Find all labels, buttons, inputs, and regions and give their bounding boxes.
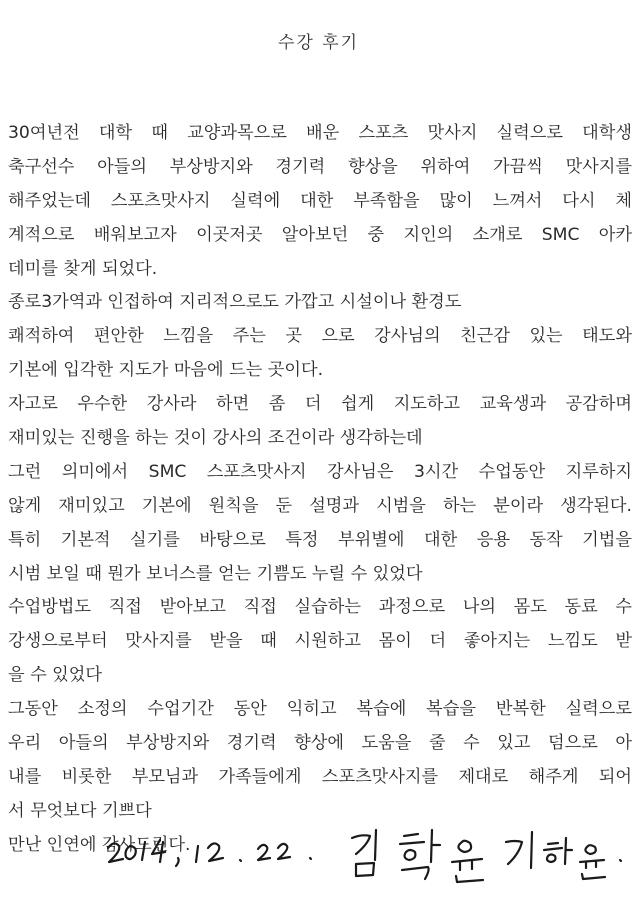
document-line: 30여년전 대학 때 교양과목으로 배운 스포츠 맛사지 실력으로 대학생 [8,123,632,143]
document-title: 수강 후기 [277,33,360,53]
document-line: 자고로 우수한 강사라 하면 좀 더 쉽게 지도하고 교육생과 공감하며 [8,394,632,415]
document-line: 쾌적하여 편안한 느낌을 주는 곳 으로 강사님의 친근감 있는 태도와 [8,326,632,347]
document-line: 수업방법도 직접 받아보고 직접 실습하는 과정으로 나의 몸도 동료 수 [8,597,632,618]
document-line: 재미있는 진행을 하는 것이 강사의 조건이라 생각하는데 [8,428,423,449]
document-line: 종로3가역과 인접하여 지리적으로도 가깝고 시설이나 환경도 [8,292,462,313]
document-line: 우리 아들의 부상방지와 경기력 향상에 도움을 줄 수 있고 덤으로 아 [8,733,632,754]
signature-drawing [0,812,637,892]
document-line: 그동안 소정의 수업기간 동안 익히고 복습에 복습을 반복한 실력으로 [8,699,632,720]
document-line: 만난 인연에 감사드린다. [8,834,191,855]
document-line: 강생으로부터 맛사지를 받을 때 시원하고 몸이 더 좋아지는 느낌도 받 [8,631,632,652]
document-line: 시범 보일 때 뭔가 보너스를 얻는 기쁨도 누릴 수 있었다 [8,563,423,584]
document-body [8,117,632,863]
document-line: 서 무엇보다 기쁘다 [8,800,152,821]
handwritten-signature [0,812,637,892]
document-line: 내를 비롯한 부모님과 가족들에게 스포츠맛사지를 제대로 해주게 되어 [8,766,632,787]
document-line: 기본에 입각한 지도가 마음에 드는 곳이다. [8,360,324,381]
document-line: 축구선수 아들의 부상방지와 경기력 향상을 위하여 가끔씩 맛사지를 [8,156,632,177]
document-line: 을 수 있었다 [8,665,102,686]
document-line: 데미를 찾게 되었다. [8,258,158,279]
document-line: 않게 재미있고 기본에 원칙을 둔 설명과 시범을 하는 분이라 생각된다. [8,495,632,516]
document-line: 특히 기본적 실기를 바탕으로 특정 부위별에 대한 응용 동작 기법을 [8,529,632,550]
document-line: 해주었는데 스포츠맛사지 실력에 대한 부족함을 많이 느껴서 다시 체 [8,190,632,211]
document-line: 계적으로 배워보고자 이곳저곳 알아보던 중 지인의 소개로 SMC 아카 [8,224,632,245]
document-line: 그런 의미에서 SMC 스포츠맛사지 강사님은 3시간 수업동안 지루하지 [8,461,632,482]
